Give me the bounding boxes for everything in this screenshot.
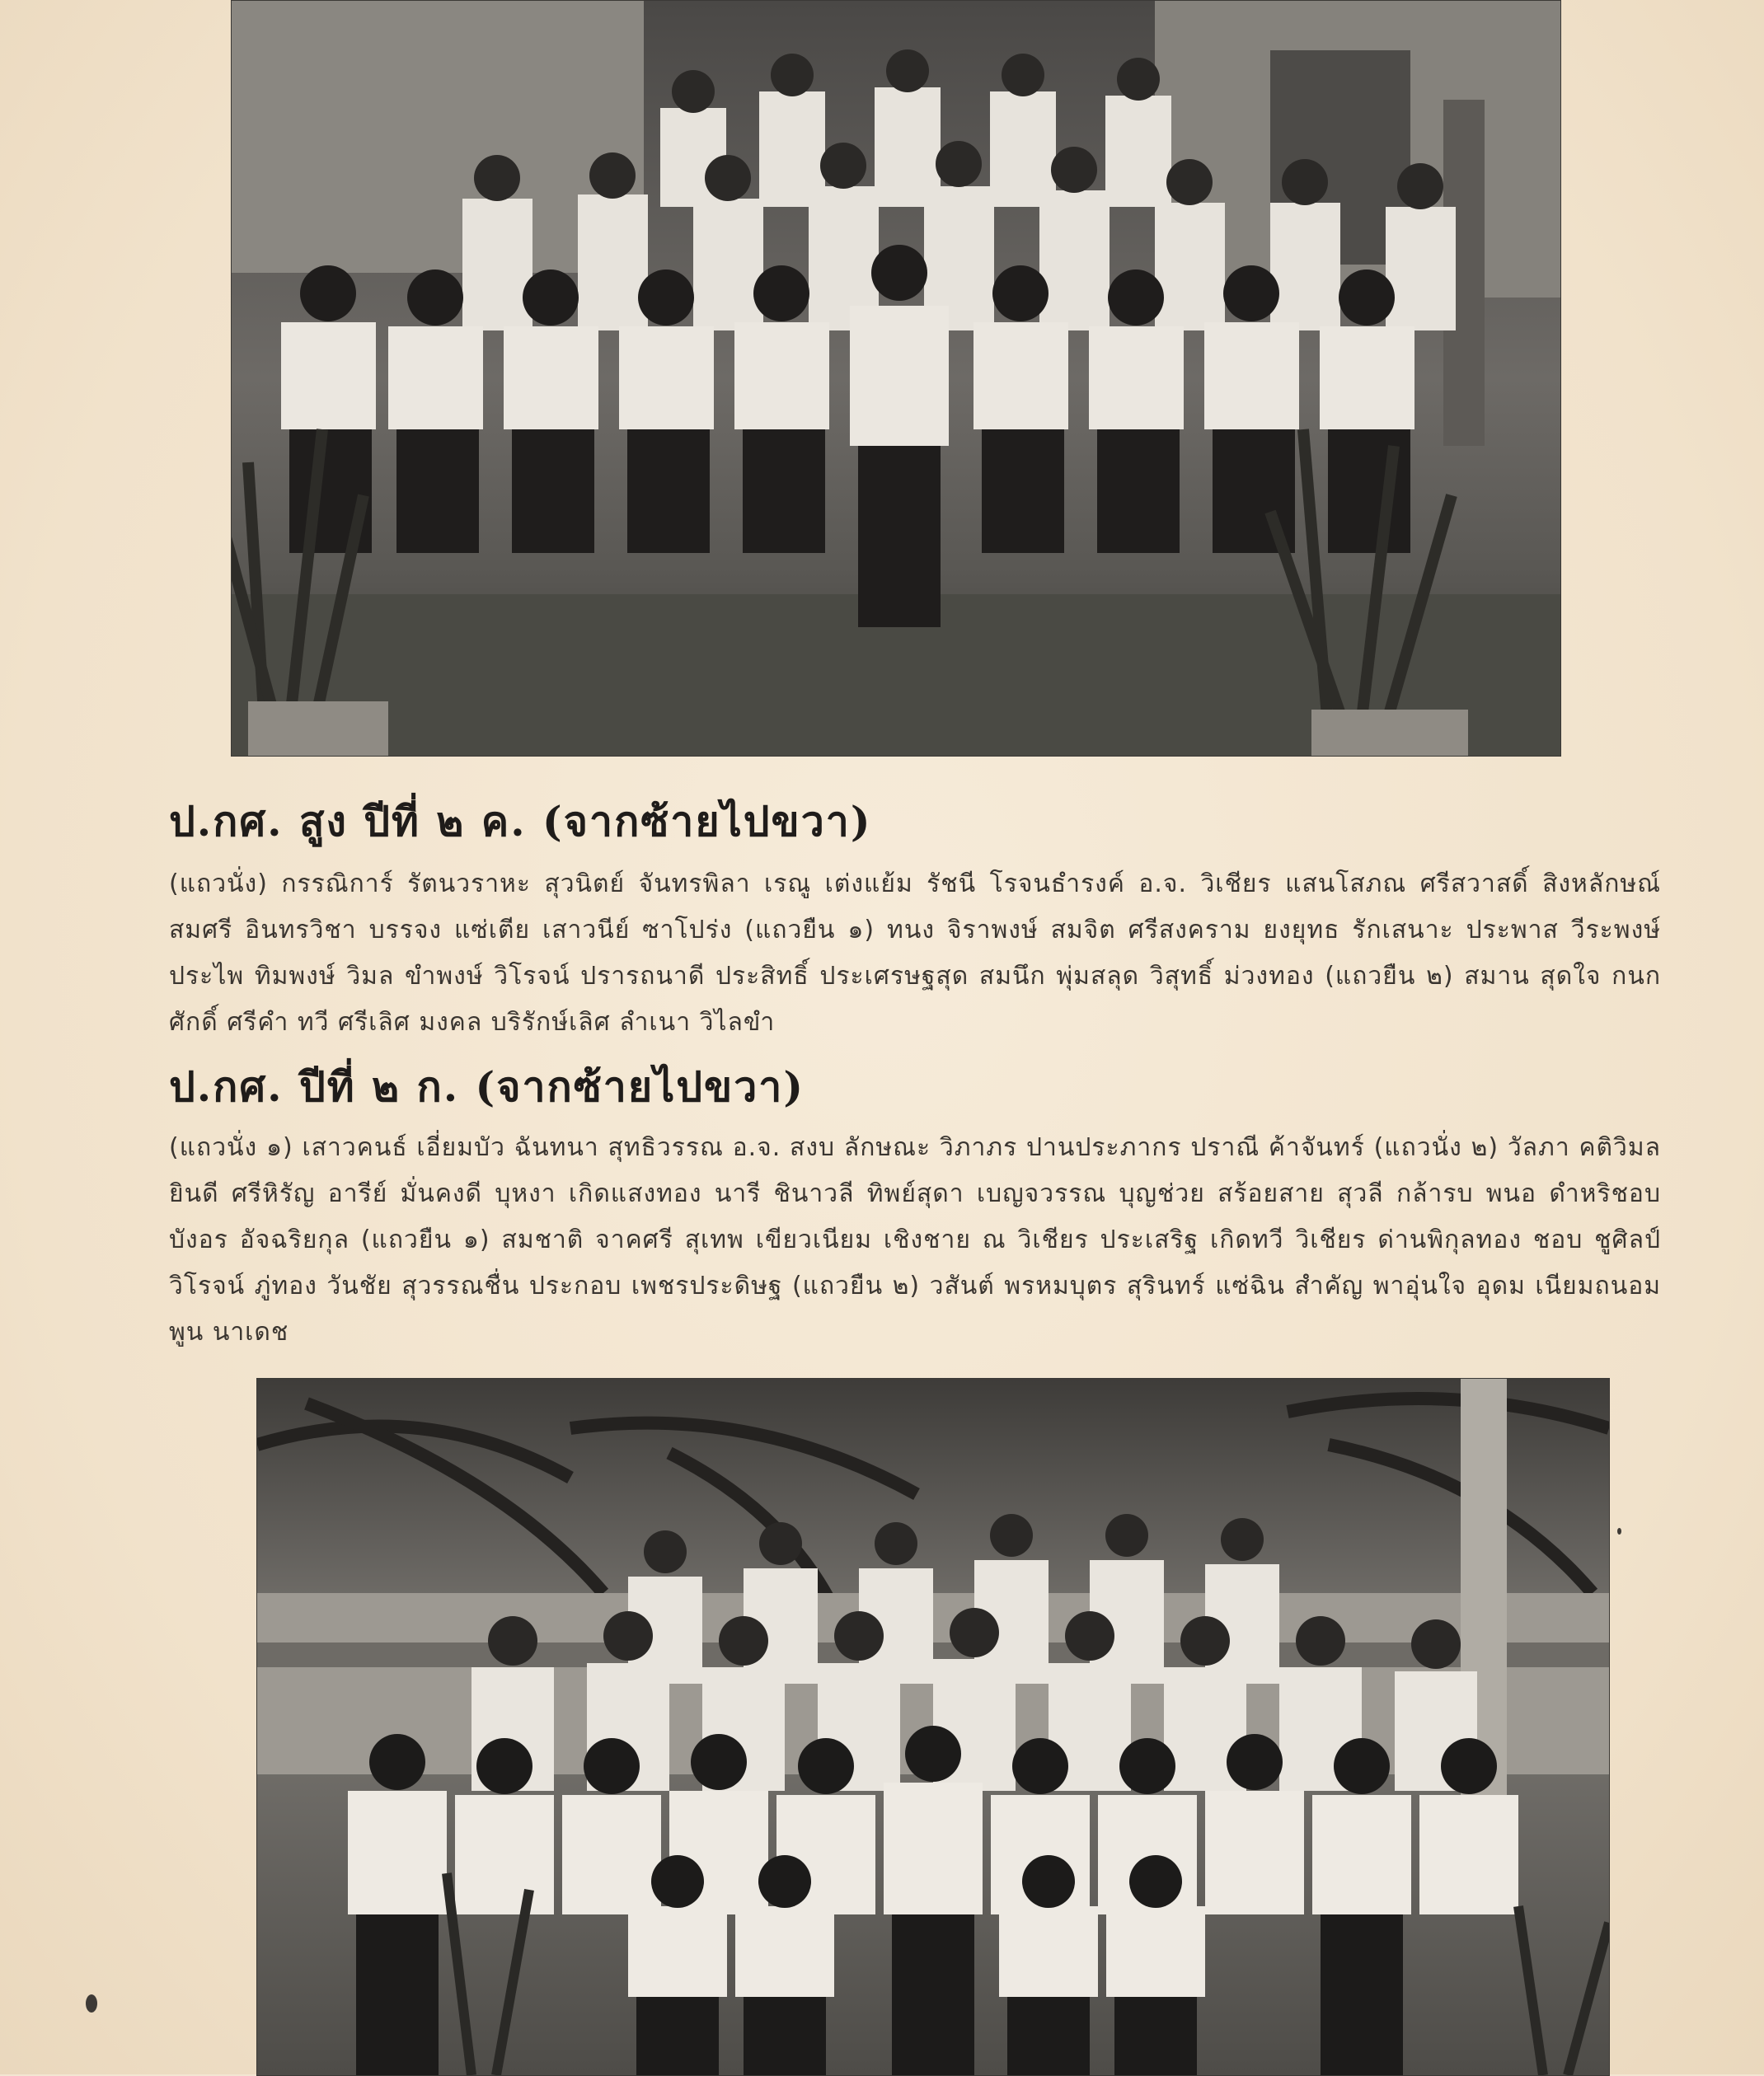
caption-title: ป.กศ. ปีที่ ๒ ก. (จากซ้ายไปขวา)	[169, 1062, 805, 1111]
class-photo-grade-2-c	[231, 0, 1561, 757]
page-speck	[86, 1994, 97, 2013]
caption-grade-2-a	[169, 1055, 1661, 1356]
caption-grade-2-c	[169, 790, 1661, 1046]
page-speck	[1617, 1528, 1621, 1535]
class-photo-grade-2-a	[256, 1378, 1610, 2076]
caption-names: (แถวนั่ง) กรรณิการ์ รัตนวราหะ สุวนิตย์ จันทรพิลา เรณู เต่งแย้ม รัชนี โรจนธำรงค์ อ.จ. วิเชียร แสนโสภณ ศรีสวาสดิ์ สิงหลักษณ์ สมศรี อินทรวิชา บรรจง แซ่เตีย เสาวนีย์ ซาโปร่ง (แถวยืน ๑) ทนง จิราพงษ์ สมจิต ศรีสงคราม ยงยุทธ รักเสนาะ ประพาส วีระพงษ์ ประไพ ทิมพงษ์ วิมล ขำพงษ์ วิโรจน์ ปรารถนาดี ประสิทธิ์ ประเศรษฐสุด สมนึก พุ่มสลุด วิสุทธิ์ ม่วงทอง (แถวยืน ๒) สมาน สุดใจ กนกศักดิ์ ศรีคำ ทวี ศรีเลิศ มงคล บริรักษ์เลิศ ลำเนา วิไลขำ	[169, 869, 1661, 1037]
caption-names: (แถวนั่ง ๑) เสาวคนธ์ เอี่ยมบัว ฉันทนา สุทธิวรรณ อ.จ. สงบ ลักษณะ วิภาภร ปานประภากร ปราณี ค้าจันทร์ (แถวนั่ง ๒) วัลภา คติวิมล ยินดี ศรีหิรัญ อารีย์ มั่นคงดี บุหงา เกิดแสงทอง นารี ชินาวลี ทิพย์สุดา เบญจวรรณ บุญช่วย สร้อยสาย สุวลี กล้ารบ พนอ ดำหริชอบ บังอร อัจฉริยกุล (แถวยืน ๑) สมชาติ จาคศรี สุเทพ เขียวเนียม เชิงชาย ณ วิเชียร ประเสริฐ เกิดทวี วิเชียร ด่านพิกุลทอง ชอบ ชูศิลป์ วิโรจน์ ภู่ทอง วันชัย สุวรรณชื่น ประกอบ เพชรประดิษฐ (แถวยืน ๒) วสันต์ พรหมบุตร สุรินทร์ แซ่ฉิน สำคัญ พาอุ่นใจ อุดม เนียมถนอม พูน นาเดช	[169, 1133, 1661, 1347]
caption-title: ป.กศ. สูง ปีที่ ๒ ค. (จากซ้ายไปขวา)	[169, 797, 872, 846]
